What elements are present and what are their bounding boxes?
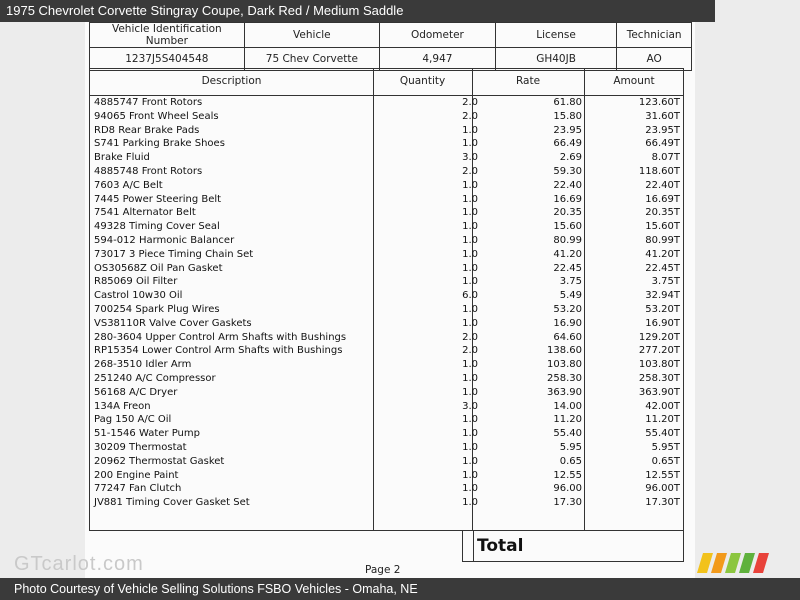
item-rate: 11.20 <box>553 414 582 426</box>
item-rate: 5.95 <box>559 442 582 453</box>
license-label: License <box>495 23 616 48</box>
item-rate: 59.30 <box>553 166 582 177</box>
item-quantity: 1.0 <box>462 317 478 329</box>
item-description: RD8 Rear Brake Pads <box>94 124 200 136</box>
table-row <box>90 276 683 290</box>
item-quantity: 1.0 <box>462 442 478 453</box>
item-quantity: 6.0 <box>462 290 478 302</box>
item-description: 200 Engine Paint <box>94 469 179 481</box>
item-description: 20962 Thermostat Gasket <box>94 455 225 467</box>
item-description: Brake Fluid <box>94 152 150 164</box>
item-description: 4885747 Front Rotors <box>94 97 203 108</box>
item-amount: 12.55T <box>645 469 680 481</box>
item-amount: 80.99T <box>645 235 680 246</box>
item-description: 77247 Fan Clutch <box>94 483 182 495</box>
table-row <box>90 456 683 470</box>
item-quantity: 2.0 <box>462 97 478 108</box>
item-amount: 16.90T <box>645 317 680 329</box>
item-description: 73017 3 Piece Timing Chain Set <box>94 248 254 260</box>
item-amount: 16.69T <box>645 193 680 205</box>
technician-label: Technician <box>617 23 692 48</box>
item-amount: 363.90T <box>638 386 680 398</box>
table-row <box>90 387 683 401</box>
item-amount: 31.60T <box>645 110 680 122</box>
item-rate: 16.90 <box>553 317 582 329</box>
header-divider <box>90 95 683 96</box>
table-row <box>90 401 683 415</box>
item-quantity: 2.0 <box>462 110 478 122</box>
item-description: 251240 A/C Compressor <box>94 373 216 384</box>
table-row <box>90 345 683 359</box>
item-quantity: 1.0 <box>462 138 478 150</box>
table-row <box>90 304 683 318</box>
item-description: Pag 150 A/C Oil <box>94 414 172 426</box>
table-row <box>90 180 683 194</box>
item-rate: 2.69 <box>559 152 582 164</box>
item-description: JV881 Timing Cover Gasket Set <box>94 497 250 509</box>
item-description: 7541 Alternator Belt <box>94 207 196 219</box>
item-quantity: 1.0 <box>462 373 478 384</box>
item-quantity: 2.0 <box>462 345 478 357</box>
vehicle-info-table <box>89 22 692 71</box>
item-rate: 16.69 <box>553 193 582 205</box>
license-value: GH40JB <box>495 48 616 71</box>
table-row <box>90 138 683 152</box>
item-quantity: 1.0 <box>462 235 478 246</box>
item-quantity: 1.0 <box>462 497 478 509</box>
item-rate: 138.60 <box>547 345 582 357</box>
item-quantity: 1.0 <box>462 455 478 467</box>
item-quantity: 1.0 <box>462 193 478 205</box>
item-rate: 20.35 <box>553 207 582 219</box>
table-row <box>90 152 683 166</box>
item-amount: 8.07T <box>651 152 680 164</box>
item-rate: 0.65 <box>559 455 582 467</box>
item-rate: 12.55 <box>553 469 582 481</box>
item-amount: 66.49T <box>645 138 680 150</box>
line-items-table <box>89 68 684 531</box>
item-amount: 103.80T <box>638 359 680 371</box>
item-amount: 53.20T <box>645 304 680 315</box>
item-amount: 41.20T <box>645 248 680 260</box>
item-description: R85069 Oil Filter <box>94 276 178 288</box>
item-description: 49328 Timing Cover Seal <box>94 221 220 233</box>
item-rate: 61.80 <box>553 97 582 108</box>
item-description: VS38110R Valve Cover Gaskets <box>94 317 252 329</box>
item-amount: 96.00T <box>645 483 680 495</box>
item-quantity: 2.0 <box>462 166 478 177</box>
table-row <box>90 221 683 235</box>
item-quantity: 3.0 <box>462 152 478 164</box>
table-row <box>90 249 683 263</box>
item-description: 594-012 Harmonic Balancer <box>94 235 235 246</box>
item-description: 280-3604 Upper Control Arm Shafts with Bushings <box>94 331 347 343</box>
odometer-label: Odometer <box>380 23 496 48</box>
item-description: Castrol 10w30 Oil <box>94 290 183 302</box>
item-quantity: 1.0 <box>462 262 478 274</box>
item-description: 56168 A/C Dryer <box>94 386 178 398</box>
item-amount: 3.75T <box>651 276 680 288</box>
item-quantity: 1.0 <box>462 304 478 315</box>
item-rate: 66.49 <box>553 138 582 150</box>
item-description: 4885748 Front Rotors <box>94 166 203 177</box>
watermark: GTcarlot.com <box>14 553 144 575</box>
table-row <box>90 263 683 277</box>
item-rate: 22.40 <box>553 179 582 191</box>
item-rate: 15.60 <box>553 221 582 233</box>
item-amount: 11.20T <box>645 414 680 426</box>
item-description: 51-1546 Water Pump <box>94 428 200 440</box>
page-title: 1975 Chevrolet Corvette Stingray Coupe, Dark Red / Medium Saddle <box>0 0 715 22</box>
item-rate: 15.80 <box>553 110 582 122</box>
item-amount: 0.65T <box>651 455 680 467</box>
item-rate: 22.45 <box>553 262 582 274</box>
item-quantity: 1.0 <box>462 469 478 481</box>
item-amount: 22.40T <box>645 179 680 191</box>
amount-header: Amount <box>613 75 655 87</box>
item-quantity: 3.0 <box>462 400 478 412</box>
item-rate: 80.99 <box>553 235 582 246</box>
item-quantity: 1.0 <box>462 179 478 191</box>
item-amount: 32.94T <box>645 290 680 302</box>
table-row <box>90 359 683 373</box>
table-row <box>90 97 683 111</box>
item-amount: 55.40T <box>645 428 680 440</box>
table-row <box>90 442 683 456</box>
odometer-value: 4,947 <box>380 48 496 71</box>
item-rate: 64.60 <box>553 331 582 343</box>
item-quantity: 1.0 <box>462 221 478 233</box>
vehicle-label: Vehicle <box>244 23 379 48</box>
item-rate: 53.20 <box>553 304 582 315</box>
total-divider <box>473 531 474 561</box>
item-description: S741 Parking Brake Shoes <box>94 138 225 150</box>
item-description: 94065 Front Wheel Seals <box>94 110 219 122</box>
item-amount: 42.00T <box>645 400 680 412</box>
item-rate: 3.75 <box>559 276 582 288</box>
table-row <box>90 194 683 208</box>
item-amount: 277.20T <box>638 345 680 357</box>
item-amount: 5.95T <box>651 442 680 453</box>
item-description: 7445 Power Steering Belt <box>94 193 222 205</box>
item-quantity: 1.0 <box>462 428 478 440</box>
item-amount: 129.20T <box>638 331 680 343</box>
table-row <box>90 414 683 428</box>
item-amount: 15.60T <box>645 221 680 233</box>
table-row <box>90 111 683 125</box>
item-amount: 123.60T <box>638 97 680 108</box>
item-rate: 55.40 <box>553 428 582 440</box>
table-row <box>90 332 683 346</box>
table-row <box>90 318 683 332</box>
item-quantity: 2.0 <box>462 331 478 343</box>
item-rate: 17.30 <box>553 497 582 509</box>
item-quantity: 1.0 <box>462 207 478 219</box>
table-row <box>90 166 683 180</box>
item-quantity: 1.0 <box>462 414 478 426</box>
item-rate: 363.90 <box>547 386 582 398</box>
table-row <box>90 290 683 304</box>
item-description: 268-3510 Idler Arm <box>94 359 192 371</box>
table-row <box>90 497 683 511</box>
item-rate: 96.00 <box>553 483 582 495</box>
item-quantity: 1.0 <box>462 386 478 398</box>
table-row <box>90 207 683 221</box>
item-rate: 23.95 <box>553 124 582 136</box>
item-description: 30209 Thermostat <box>94 442 187 453</box>
item-description: 700254 Spark Plug Wires <box>94 304 220 315</box>
vin-label: Vehicle Identification Number <box>90 23 245 48</box>
item-amount: 20.35T <box>645 207 680 219</box>
technician-value: AO <box>617 48 692 71</box>
rate-header: Rate <box>515 75 541 87</box>
item-rate: 258.30 <box>547 373 582 384</box>
photo-caption: Photo Courtesy of Vehicle Selling Solutions FSBO Vehicles - Omaha, NE <box>0 578 800 600</box>
item-rate: 103.80 <box>547 359 582 371</box>
item-amount: 118.60T <box>638 166 680 177</box>
quantity-header: Quantity <box>399 75 446 87</box>
item-description: 134A Freon <box>94 400 151 412</box>
stripes-logo-icon <box>697 553 773 573</box>
item-rate: 41.20 <box>553 248 582 260</box>
table-row <box>90 428 683 442</box>
item-description: RP15354 Lower Control Arm Shafts with Bushings <box>94 345 343 357</box>
table-row <box>90 125 683 139</box>
item-quantity: 1.0 <box>462 248 478 260</box>
item-rate: 5.49 <box>559 290 582 302</box>
item-description: 7603 A/C Belt <box>94 179 163 191</box>
vehicle-value: 75 Chev Corvette <box>244 48 379 71</box>
description-header: Description <box>201 75 262 87</box>
item-amount: 23.95T <box>645 124 680 136</box>
table-row <box>90 483 683 497</box>
item-rate: 14.00 <box>553 400 582 412</box>
vin-value: 1237J5S404548 <box>90 48 245 71</box>
item-amount: 258.30T <box>638 373 680 384</box>
table-row <box>90 235 683 249</box>
table-row <box>90 373 683 387</box>
item-quantity: 1.0 <box>462 483 478 495</box>
item-quantity: 1.0 <box>462 124 478 136</box>
page-number: Page 2 <box>365 564 401 576</box>
item-amount: 17.30T <box>645 497 680 509</box>
total-box <box>462 530 684 562</box>
item-amount: 22.45T <box>645 262 680 274</box>
item-quantity: 1.0 <box>462 359 478 371</box>
total-label: Total <box>477 536 524 556</box>
item-quantity: 1.0 <box>462 276 478 288</box>
item-description: OS30568Z Oil Pan Gasket <box>94 262 223 274</box>
table-row <box>90 470 683 484</box>
